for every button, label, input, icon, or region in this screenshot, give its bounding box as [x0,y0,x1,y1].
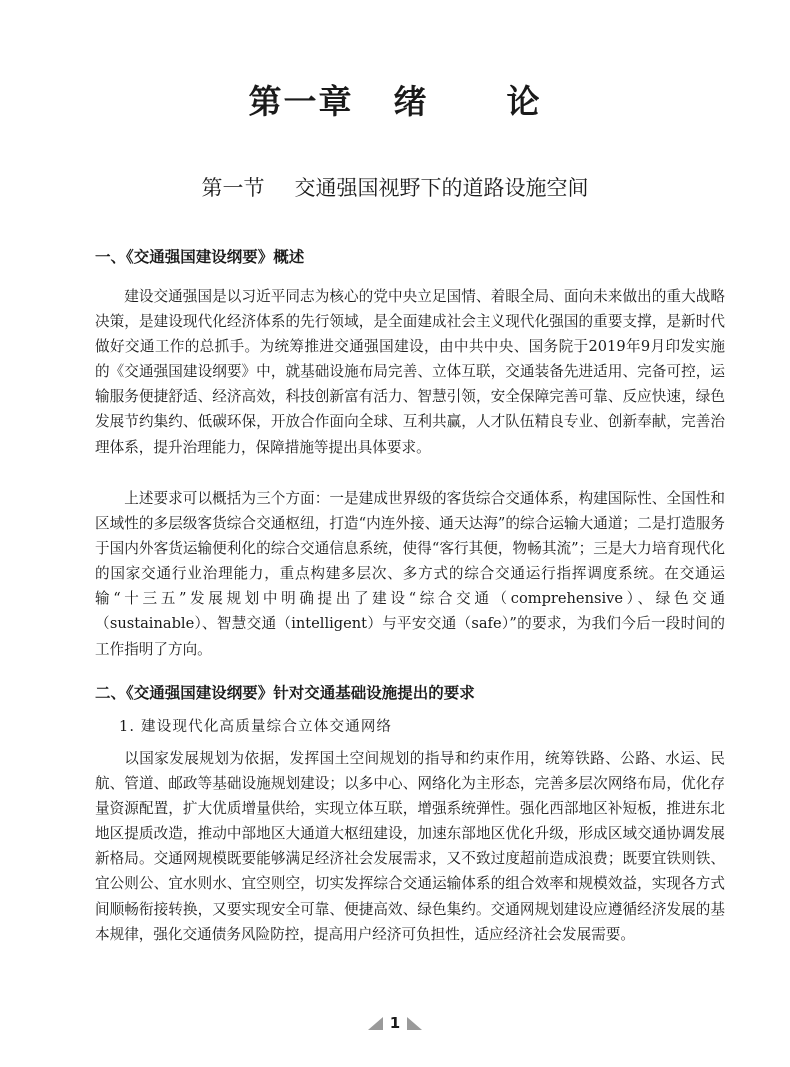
paragraph-2: 上述要求可以概括为三个方面：一是建成世界级的客货综合交通体系，构建国际性、全国性和区域性的多层级客货综合交通枢纽，打造“内连外接、通天达海”的综合运输大通道；二是打造服务于国内外客货运输便利化的综合交通信息系统，使得“客行其便，物畅其流”；三是大力培育现代化的国家交通行业治理能力，重点构建多层次、多方式的综合交通运行指挥调度系统。在交通运输“十三五”发展规划中明确提出了建设“综合交通（comprehensive）、绿色交通（sustainable）、智慧交通（intelligent）与平安交通（safe）”的要求，为我们今后一段时间的工作指明了方向。 [95,490,725,658]
section-title-text: 交通强国视野下的道路设施空间 [294,176,589,200]
section-number: 第一节 [201,176,265,200]
chapter-title [0,80,790,124]
chapter-word-2: 论 [506,82,542,121]
triangle-left-icon [367,1016,383,1030]
chapter-prefix: 第一章 [248,82,354,121]
paragraph-1: 建设交通强国是以习近平同志为核心的党中央立足国情、着眼全局、面向未来做出的重大战略决策，是建设现代化经济体系的先行领域，是全面建成社会主义现代化强国的重要支撑，是新时代做好交通工作的总抓手。为统筹推进交通强国建设，由中共中央、国务院于2019年9月印发实施的《交通强国建设纲要》中，就基础设施布局完善、立体互联，交通装备先进适用、完备可控，运输服务便捷舒适、经济高效，科技创新富有活力、智慧引领，安全保障完善可靠、反应快速，绿色发展节约集约、低碳环保，开放合作面向全球、互利共赢，人才队伍精良专业、创新奉献，完善治理体系，提升治理能力，保障措施等提出具体要求。 [95,288,725,456]
page-number: 1 [389,1014,401,1032]
section-title [0,173,790,203]
paragraph-3: 以国家发展规划为依据，发挥国土空间规划的指导和约束作用，统筹铁路、公路、水运、民航、管道、邮政等基础设施规划建设；以多中心、网络化为主形态，完善多层次网络布局，优化存量资源配置，扩大优质增量供给，实现立体互联，增强系统弹性。强化西部地区补短板，推进东北地区提质改造，推动中部地区大通道大枢纽建设，加速东部地区优化升级，形成区域交通协调发展新格局。交通网规模既要能够满足经济社会发展需求，又不致过度超前造成浪费；既要宜铁则铁、宜公则公、宜水则水、宜空则空，切实发挥综合交通运输体系的组合效率和规模效益，实现各方式间顺畅衔接转换，又要实现安全可靠、便捷高效、绿色集约。交通网规划建设应遵循经济发展的基本规律，强化交通债务风险防控，提高用户经济可负担性，适应经济社会发展需要。 [95,750,725,943]
heading-2: 二、《交通强国建设纲要》针对交通基础设施提出的要求 [95,684,475,702]
page-footer [0,1011,790,1035]
subheading-1: 1. 建设现代化高质量综合立体交通网络 [119,719,393,735]
heading-1: 一、《交通强国建设纲要》概述 [95,248,305,266]
triangle-right-icon [407,1016,423,1030]
chapter-word-1: 绪 [393,82,429,121]
